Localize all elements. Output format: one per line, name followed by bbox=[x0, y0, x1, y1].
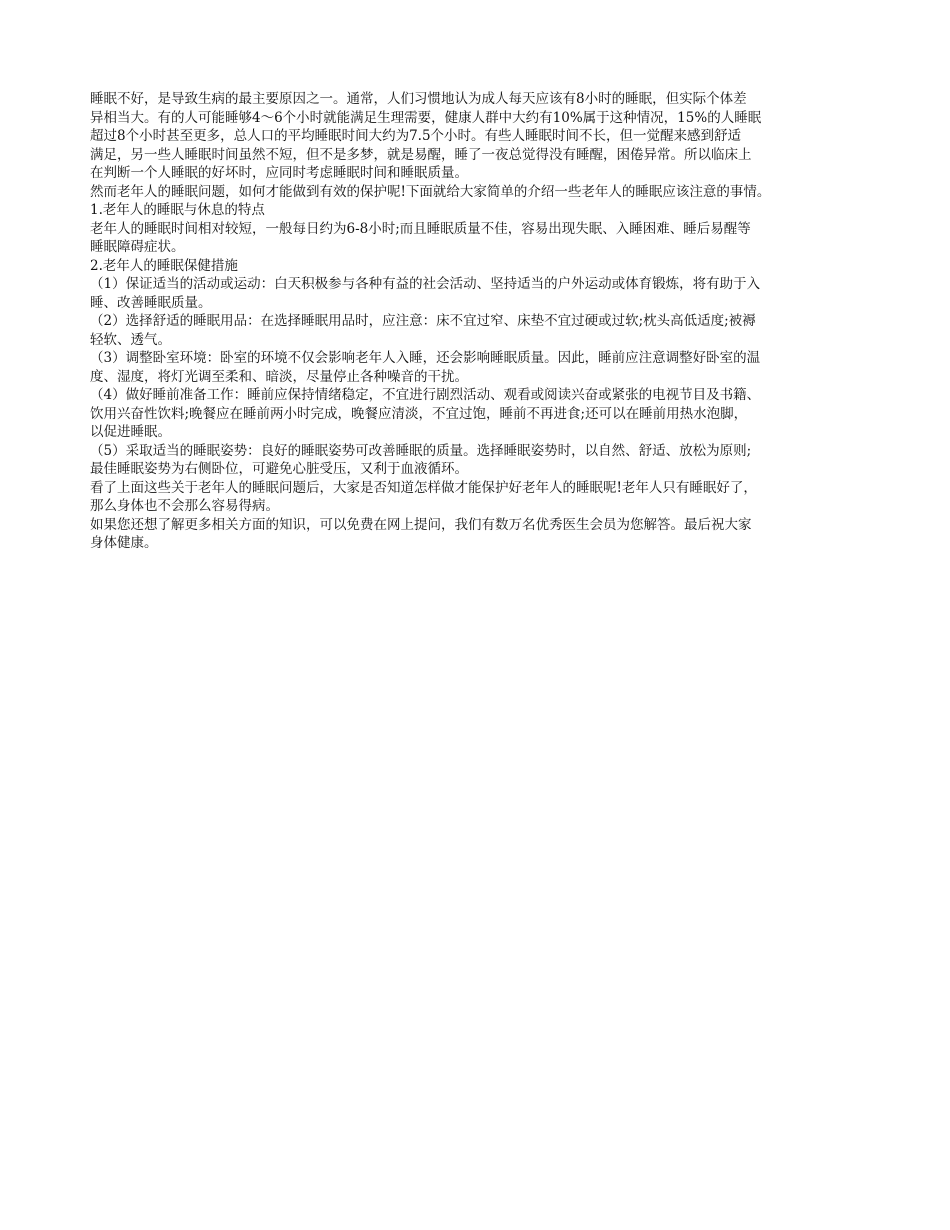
text-line: 以促进睡眠。 bbox=[90, 424, 171, 440]
text-line: 超过8个小时甚至更多，总人口的平均睡眠时间大约为7.5个小时。有些人睡眠时间不长，但一觉醒来感到舒适 bbox=[90, 128, 742, 144]
text-line: 度、湿度，将灯光调至柔和、暗淡，尽量停止各种噪音的干扰。 bbox=[90, 368, 468, 385]
text-line: 那么身体也不会那么容易得病。 bbox=[90, 498, 279, 514]
text-line: 饮用兴奋性饮料;晚餐应在睡前两小时完成，晚餐应清淡，不宜过饱，睡前不再进食;还可以在睡前用热水泡脚， bbox=[90, 405, 748, 422]
document-body bbox=[90, 90, 880, 553]
text-line: 异相当大。有的人可能睡够4～6个小时就能满足生理需要，健康人群中大约有10%属于这种情况，15%的人睡眠 bbox=[90, 109, 762, 126]
text-line: 在判断一个人睡眠的好坏时，应同时考虑睡眠时间和睡眠质量。 bbox=[90, 165, 468, 181]
text-line: 身体健康。 bbox=[90, 535, 158, 551]
section-heading: 1.老年人的睡眠与休息的特点 bbox=[90, 202, 265, 218]
list-item: （5）采取适当的睡眠姿势：良好的睡眠姿势可改善睡眠的质量。选择睡眠姿势时，以自然、舒适、放松为原则; bbox=[90, 442, 752, 459]
list-item: （3）调整卧室环境：卧室的环境不仅会影响老年人入睡，还会影响睡眠质量。因此，睡前应注意调整好卧室的温 bbox=[90, 350, 761, 366]
text-line: 看了上面这些关于老年人的睡眠问题后，大家是否知道怎样做才能保护好老年人的睡眠呢!老年人只有睡眠好了， bbox=[90, 479, 757, 496]
text-line: 最佳睡眠姿势为右侧卧位，可避免心脏受压，又利于血液循环。 bbox=[90, 461, 468, 477]
text-line: 睡、改善睡眠质量。 bbox=[90, 294, 212, 311]
text-line: 睡眠不好，是导致生病的最主要原因之一。通常，人们习惯地认为成人每天应该有8小时的睡眠，但实际个体差 bbox=[90, 91, 747, 107]
list-item: （1）保证适当的活动或运动：白天积极参与各种有益的社会活动、坚持适当的户外运动或体育锻炼，将有助于入 bbox=[90, 276, 761, 292]
text-line: 轻软、透气。 bbox=[90, 331, 171, 348]
list-item: （4）做好睡前准备工作：睡前应保持情绪稳定，不宜进行剧烈活动、观看或阅读兴奋或紧张的电视节目及书籍、 bbox=[90, 387, 761, 403]
text-line: 老年人的睡眠时间相对较短，一般每日约为6-8小时;而且睡眠质量不佳，容易出现失眠、入睡困难、睡后易醒等 bbox=[90, 220, 751, 237]
text-line: 睡眠障碍症状。 bbox=[90, 239, 185, 255]
section-heading: 2.老年人的睡眠保健措施 bbox=[90, 257, 238, 274]
text-line: 然而老年人的睡眠问题，如何才能做到有效的保护呢!下面就给大家简单的介绍一些老年人的睡眠应该注意的事情。 bbox=[90, 183, 771, 200]
text-line: 满足，另一些人睡眠时间虽然不短，但不是多梦，就是易醒，睡了一夜总觉得没有睡醒，困倦异常。所以临床上 bbox=[90, 146, 752, 163]
text-line: 如果您还想了解更多相关方面的知识，可以免费在网上提问，我们有数万名优秀医生会员为您解答。最后祝大家 bbox=[90, 516, 752, 533]
list-item: （2）选择舒适的睡眠用品：在选择睡眠用品时，应注意：床不宜过窄、床垫不宜过硬或过软;枕头高低适度;被褥 bbox=[90, 313, 756, 329]
